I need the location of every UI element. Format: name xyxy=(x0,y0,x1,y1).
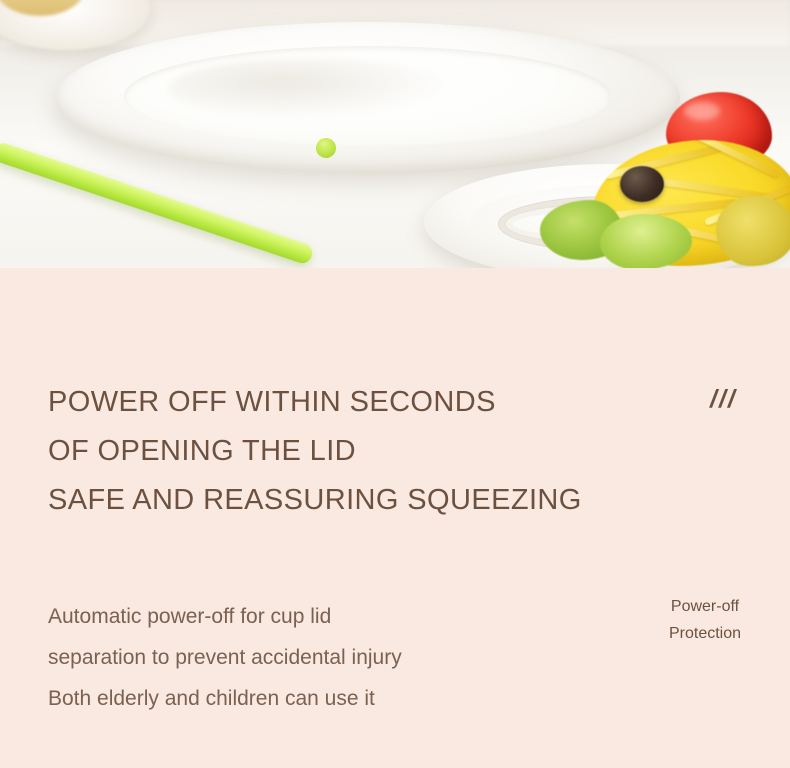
product-photo xyxy=(0,0,790,268)
feature-text-panel xyxy=(0,268,790,768)
green-vegetable-center xyxy=(600,214,692,268)
body-line-1: Automatic power-off for cup lid xyxy=(48,605,332,628)
body-line-3: Both elderly and children can use it xyxy=(48,687,375,710)
side-note-line-1: Power-off xyxy=(670,598,740,615)
body-copy xyxy=(48,596,608,719)
food-group xyxy=(520,80,790,268)
side-note xyxy=(630,593,780,647)
plate-marble-texture xyxy=(168,58,456,119)
body-line-2: separation to prevent accidental injury xyxy=(48,646,402,669)
headline-line-1: POWER OFF WITHIN SECONDS xyxy=(48,386,496,418)
olive xyxy=(620,166,664,202)
headline-line-2: OF OPENING THE LID xyxy=(48,435,356,467)
headline xyxy=(48,378,648,525)
headline-line-3: SAFE AND REASSURING SQUEEZING xyxy=(48,484,582,516)
tomato-highlight xyxy=(684,102,720,120)
side-note-line-2: Protection xyxy=(668,625,742,642)
slash-decoration-icon: /// xyxy=(710,385,737,413)
green-vegetable-right xyxy=(716,196,790,266)
